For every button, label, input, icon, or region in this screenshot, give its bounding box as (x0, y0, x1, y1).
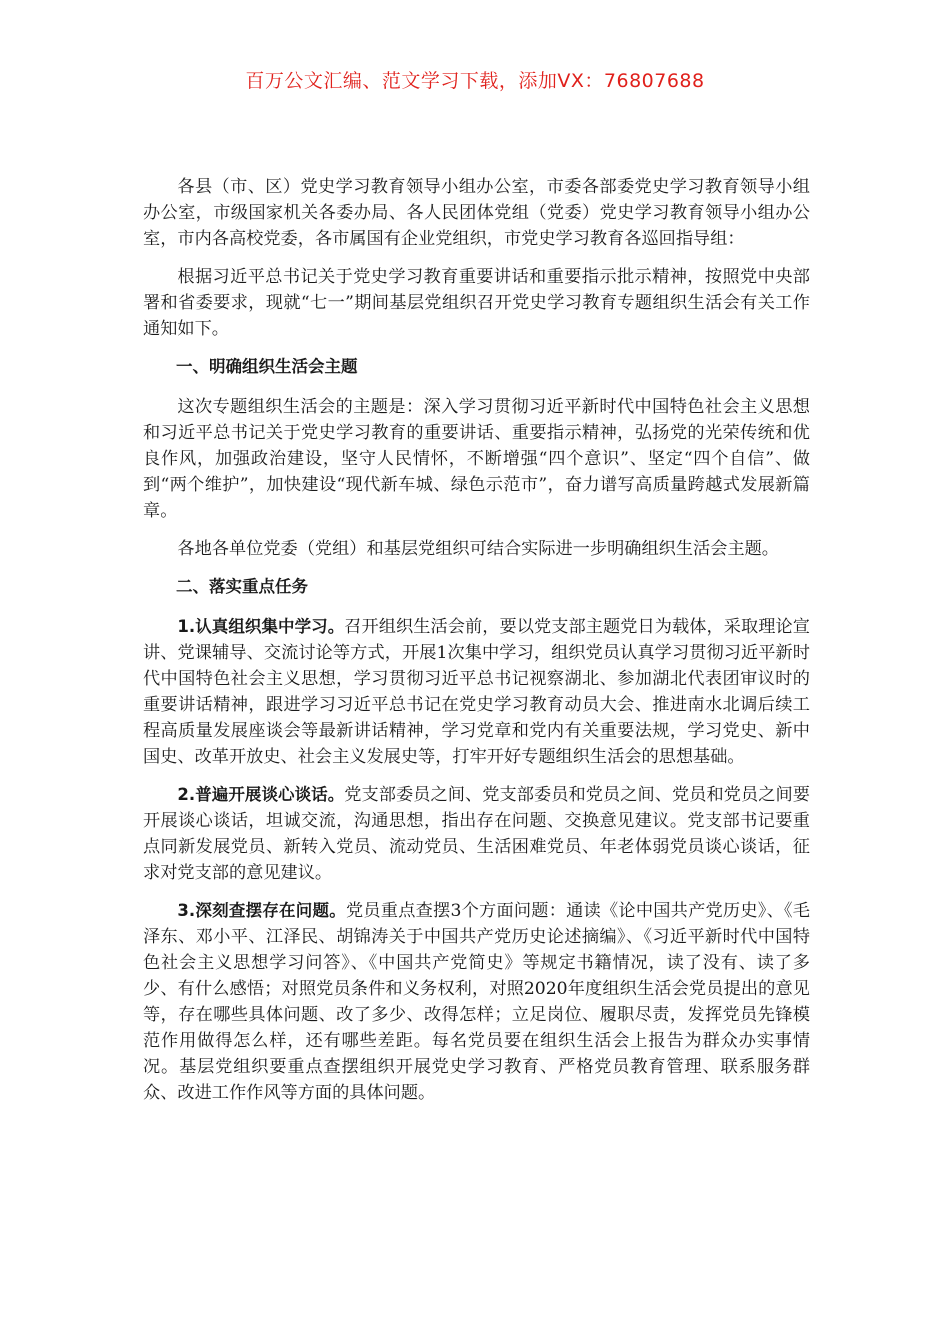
task-item-2-lead: 2.普遍开展谈心谈话。 (177, 785, 345, 804)
section-1-heading: 一、明确组织生活会主题 (176, 357, 358, 376)
task-item-2-text: 党支部委员之间、党支部委员和党员之间、党员和党员之间要开展谈心谈话，坦诚交流，沟通思想，指出存在问题、交换意见建议。党支部书记要重点同新发展党员、新转入党员、流动党员、生活困难党员、年老体弱党员谈心谈话，征求对党支部的意见建议。 (143, 785, 810, 883)
section-2-heading: 二、落实重点任务 (176, 577, 308, 596)
section-1-paragraph-1: 这次专题组织生活会的主题是：深入学习贯彻习近平新时代中国特色社会主义思想和习近平总书记关于党史学习教育的重要讲话、重要指示精神，弘扬党的光荣传统和优良作风，加强政治建设，坚守人民情怀，不断增强“四个意识”、坚定“四个自信”、做到“两个维护”，加快建设“现代新车城、绿色示范市”，奋力谱写高质量跨越式发展新篇章。 (143, 397, 810, 521)
addressee-paragraph: 各县（市、区）党史学习教育领导小组办公室，市委各部委党史学习教育领导小组办公室，市级国家机关各委办局、各人民团体党组（党委）党史学习教育领导小组办公室，市内各高校党委，各市属国有企业党组织，市党史学习教育各巡回指导组： (143, 177, 810, 249)
header-banner: 百万公文汇编、范文学习下载，添加VX：76807688 (245, 70, 705, 92)
intro-paragraph: 根据习近平总书记关于党史学习教育重要讲话和重要指示批示精神，按照党中央部署和省委要求，现就“七一”期间基层党组织召开党史学习教育专题组织生活会有关工作通知如下。 (143, 267, 810, 339)
document-body (143, 174, 810, 1118)
section-1-paragraph-2: 各地各单位党委（党组）和基层党组织可结合实际进一步明确组织生活会主题。 (177, 539, 779, 559)
task-item-1-lead: 1.认真组织集中学习。 (177, 617, 345, 636)
task-item-1-text: 召开组织生活会前，要以党支部主题党日为载体，采取理论宣讲、党课辅导、交流讨论等方式，开展1次集中学习，组织党员认真学习贯彻习近平新时代中国特色社会主义思想，学习贯彻习近平总书记视察湖北、参加湖北代表团审议时的重要讲话精神，跟进学习习近平总书记在党史学习教育动员大会、推进南水北调后续工程高质量发展座谈会等最新讲话精神，学习党章和党内有关重要法规，学习党史、新中国史、改革开放史、社会主义发展史等，打牢开好专题组织生活会的思想基础。 (143, 617, 810, 767)
task-item-1 (143, 614, 810, 770)
task-item-2 (143, 782, 810, 886)
task-item-3-text: 党员重点查摆3个方面问题：通读《论中国共产党历史》、《毛泽东、邓小平、江泽民、胡锦涛关于中国共产党历史论述摘编》、《习近平新时代中国特色社会主义思想学习问答》、《中国共产党简史》等规定书籍情况，读了没有、读了多少、有什么感悟；对照党员条件和义务权利，对照2020年度组织生活会党员提出的意见等，存在哪些具体问题、改了多少、改得怎样；立足岗位、履职尽责，发挥党员先锋模范作用做得怎么样，还有哪些差距。每名党员要在组织生活会上报告为群众办实事情况。基层党组织要重点查摆组织开展党史学习教育、严格党员教育管理、联系服务群众、改进工作作风等方面的具体问题。 (143, 901, 810, 1103)
task-item-3-lead: 3.深刻查摆存在问题。 (177, 901, 346, 920)
task-item-3 (143, 898, 810, 1106)
